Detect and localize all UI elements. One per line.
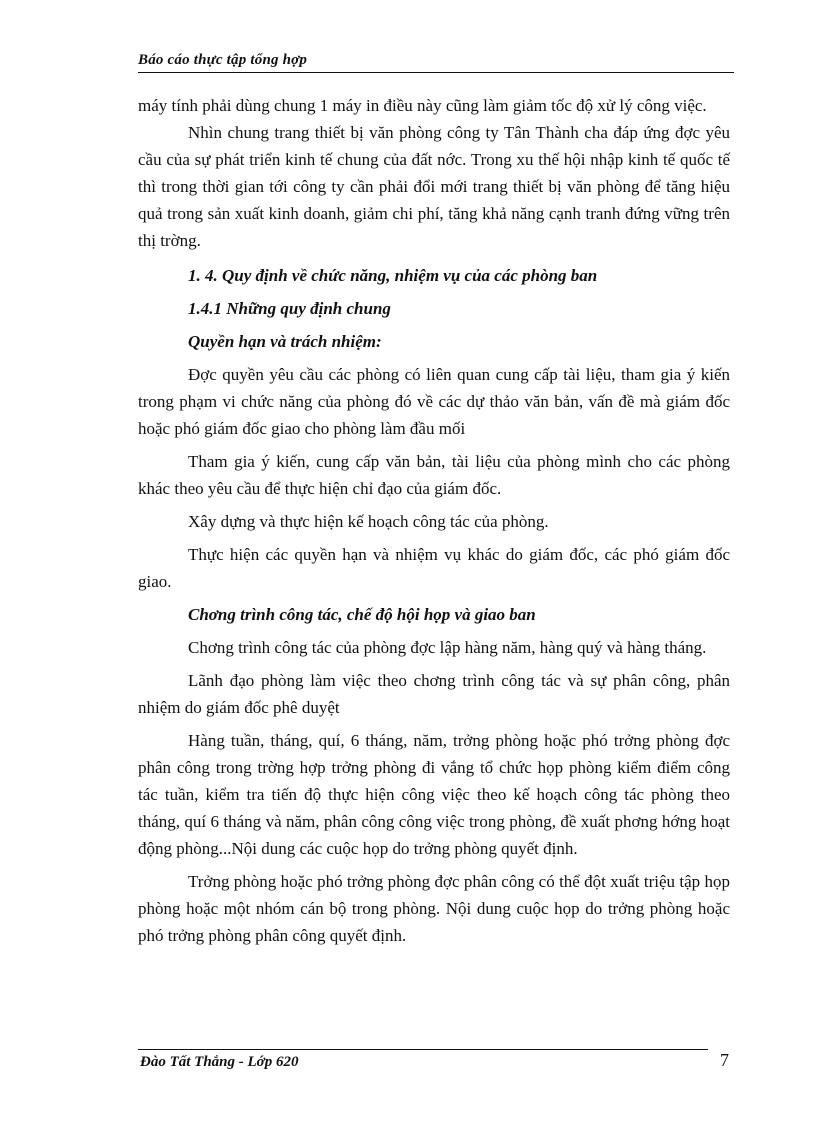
header-divider xyxy=(138,72,734,73)
paragraph-9: Hàng tuần, tháng, quí, 6 tháng, năm, trởng phòng hoặc phó trởng phòng đợc phân công trong trờng hợp trởng phòng đi vắng tổ chức họp phòng kiểm điểm công tác tuần, kiểm tra tiến độ thực hiện công việc theo kế hoạch công tác phòng theo tháng, quí 6 tháng và năm, phân công công việc trong phòng, đề xuất phơng hớng hoạt động phòng...Nội dung các cuộc họp do trởng phòng quyết định. xyxy=(138,731,730,858)
page-header-title: Báo cáo thực tập tổng hợp xyxy=(138,52,308,68)
paragraph-6: Thực hiện các quyền hạn và nhiệm vụ khác do giám đốc, các phó giám đốc giao. xyxy=(138,545,730,591)
paragraph-1: máy tính phải dùng chung 1 máy in điều này cũng làm giảm tốc độ xử lý công việc. xyxy=(138,96,707,115)
heading-rights-responsibilities: Quyền hạn và trách nhiệm: xyxy=(188,332,382,351)
paragraph-3: Đợc quyền yêu cầu các phòng có liên quan cung cấp tài liệu, tham gia ý kiến trong phạm vi chức năng của phòng đó về các dự thảo văn bản, vấn đề mà giám đốc hoặc phó giám đốc giao cho phòng làm đầu mối xyxy=(138,365,730,438)
page-body xyxy=(138,92,730,949)
paragraph-8: Lãnh đạo phòng làm việc theo chơng trình công tác và sự phân công, phân nhiệm do giám đốc phê duyệt xyxy=(138,671,730,717)
footer-author: Đào Tất Thắng - Lớp 620 xyxy=(140,1054,299,1070)
heading-work-program: Chơng trình công tác, chế độ hội họp và giao ban xyxy=(188,605,536,624)
paragraph-2: Nhìn chung trang thiết bị văn phòng công ty Tân Thành cha đáp ứng đợc yêu cầu của sự phát triển kinh tế chung của đất nớc. Trong xu thế hội nhập kinh tế quốc tế thì trong thời gian tới công ty cần phải đổi mới trang thiết bị văn phòng để tăng hiệu quả trong sản xuất kinh doanh, giảm chi phí, tăng khả năng cạnh tranh đứng vững trên thị trờng. xyxy=(138,123,730,250)
paragraph-5: Xây dựng và thực hiện kế hoạch công tác của phòng. xyxy=(188,512,549,531)
paragraph-10: Trởng phòng hoặc phó trởng phòng đợc phân công có thể đột xuất triệu tập họp phòng hoặc một nhóm cán bộ trong phòng. Nội dung cuộc họp do trởng phòng hoặc phó trởng phòng phân công quyết định. xyxy=(138,872,730,945)
section-heading: 1. 4. Quy định về chức năng, nhiệm vụ của các phòng ban xyxy=(188,266,598,285)
paragraph-4: Tham gia ý kiến, cung cấp văn bản, tài liệu của phòng mình cho các phòng khác theo yêu cầu để thực hiện chỉ đạo của giám đốc. xyxy=(138,452,730,498)
footer-divider xyxy=(138,1049,708,1050)
page-number: 7 xyxy=(720,1050,729,1070)
paragraph-7: Chơng trình công tác của phòng đợc lập hàng năm, hàng quý và hàng tháng. xyxy=(188,638,707,657)
subsection-heading: 1.4.1 Những quy định chung xyxy=(188,299,391,318)
